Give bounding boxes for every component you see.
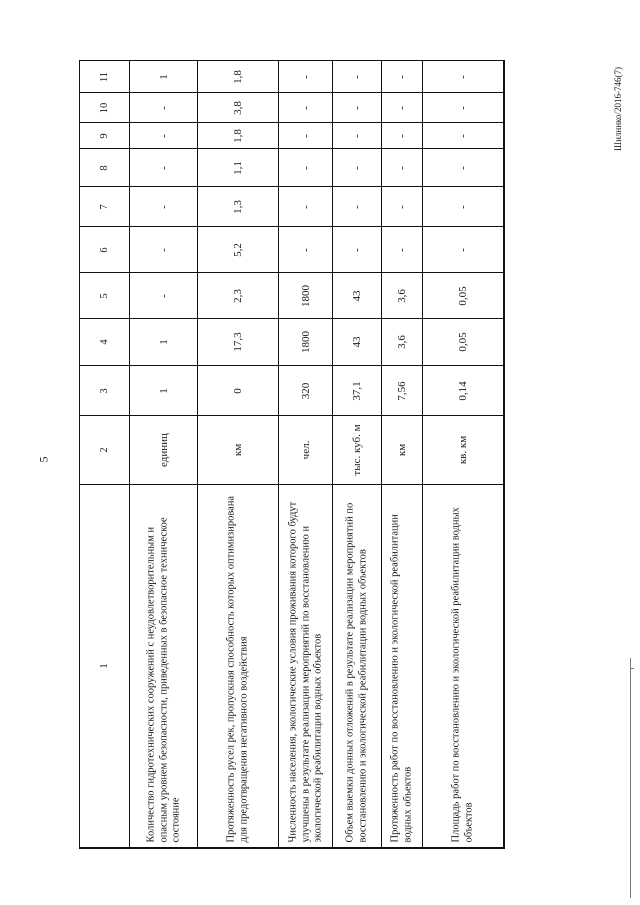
column-header — [80, 149, 130, 187]
value-cell-text: 17,3 — [232, 332, 244, 352]
value-cell — [130, 227, 198, 273]
value-cell-text: - — [299, 165, 312, 170]
document-code: Шилннко/2016-746(7) — [613, 67, 623, 151]
value-cell — [382, 273, 423, 319]
value-cell-text: - — [299, 247, 312, 252]
value-cell-text: - — [457, 204, 469, 209]
value-cell — [382, 123, 423, 149]
value-cell — [423, 366, 504, 416]
value-cell-text: 1,1 — [232, 160, 244, 175]
value-cell — [504, 123, 505, 149]
value-cell — [423, 149, 504, 187]
value-cell — [279, 366, 333, 416]
value-cell — [382, 93, 423, 123]
value-cell-text: - — [351, 105, 363, 110]
value-cell-text: - — [396, 247, 408, 252]
value-cell — [130, 273, 198, 319]
unit-cell-text: чел. — [299, 440, 312, 460]
unit-cell — [279, 416, 333, 485]
value-cell — [198, 187, 279, 227]
column-header-text: 8 — [98, 164, 110, 171]
column-header — [80, 273, 130, 319]
column-header-text: 6 — [98, 246, 110, 253]
value-cell — [423, 227, 504, 273]
value-cell-text: - — [457, 165, 469, 170]
value-cell-text: 37,1 — [351, 380, 363, 401]
indicator-cell — [279, 485, 333, 848]
value-cell — [333, 187, 382, 227]
column-header — [80, 227, 130, 273]
value-cell — [333, 93, 382, 123]
value-cell-text: 0,05 — [457, 285, 469, 306]
unit-cell-text: км — [396, 443, 408, 457]
value-cell — [198, 149, 279, 187]
value-cell-text: - — [457, 74, 469, 79]
value-cell — [382, 187, 423, 227]
value-cell-text: - — [299, 105, 312, 110]
value-cell-text: - — [396, 204, 408, 209]
column-header — [80, 187, 130, 227]
value-cell-text — [504, 71, 505, 83]
column-header-text: 3 — [98, 387, 110, 394]
value-cell-text: - — [157, 247, 170, 252]
value-cell-text: - — [457, 105, 469, 110]
value-cell-text: - — [157, 133, 170, 138]
value-cell — [130, 149, 198, 187]
value-cell — [198, 273, 279, 319]
value-cell — [382, 319, 423, 366]
value-cell — [198, 61, 279, 93]
value-cell — [198, 123, 279, 149]
value-cell — [279, 319, 333, 366]
value-cell-text: 1800 — [299, 284, 312, 307]
value-cell — [504, 227, 505, 273]
value-cell — [198, 227, 279, 273]
value-cell — [423, 93, 504, 123]
column-header-text: 11 — [98, 71, 110, 82]
value-cell-text: 1,3 — [232, 199, 244, 214]
value-cell — [279, 273, 333, 319]
value-cell — [504, 273, 505, 319]
value-cell — [130, 61, 198, 93]
value-cell-text: 5,2 — [232, 242, 244, 257]
value-cell — [333, 273, 382, 319]
value-cell-text: 320 — [299, 382, 312, 399]
value-cell — [423, 273, 504, 319]
value-cell — [504, 93, 505, 123]
indicator-cell — [504, 485, 505, 848]
indicator-cell-text: Протяженность русел рек, пропускная способность которых оптимизирована для предотвращения негативного воздействия — [225, 495, 249, 843]
value-cell — [333, 61, 382, 93]
value-cell-text: 3,8 — [232, 100, 244, 115]
value-cell — [333, 227, 382, 273]
value-cell-text: - — [351, 74, 363, 79]
value-cell-text — [504, 385, 505, 396]
value-cell-text: 1 — [157, 73, 170, 80]
indicator-cell — [333, 485, 382, 848]
value-cell-text: 0 — [232, 387, 244, 394]
column-header — [80, 123, 130, 149]
value-cell — [382, 149, 423, 187]
value-cell-text: 3,6 — [396, 335, 408, 349]
value-cell — [423, 319, 504, 366]
value-cell — [279, 61, 333, 93]
value-cell-text: - — [299, 133, 312, 138]
indicator-cell — [130, 485, 198, 848]
indicator-cell-text: Площадь работ по восстановлению и экологической реабилитации водных объектов — [450, 507, 474, 843]
value-cell-text: - — [351, 204, 363, 209]
value-cell-text: - — [157, 105, 170, 110]
value-cell-text: - — [396, 74, 408, 79]
indicator-cell — [382, 485, 423, 848]
indicator-cell-text: Протяженность работ по восстановлению и экологической реабилитации водных объектов — [389, 514, 413, 843]
value-cell — [333, 149, 382, 187]
unit-cell-text — [504, 444, 505, 456]
column-header — [80, 416, 130, 485]
unit-cell — [333, 416, 382, 485]
value-cell-text: - — [157, 204, 170, 209]
indicator-cell-text: Количество гидротехнических сооружений с неудовлетворительным и опасным уровнем безопасности, приведенных в безопасное техническое состояние — [144, 517, 181, 843]
value-cell — [198, 366, 279, 416]
indicator-cell-text — [504, 490, 505, 843]
value-cell-text: - — [351, 165, 363, 170]
value-cell-text: 1,8 — [232, 128, 244, 143]
column-header — [80, 61, 130, 93]
value-cell-text — [504, 237, 505, 262]
value-cell-text — [504, 106, 505, 110]
value-cell-text: - — [299, 204, 312, 209]
document-side-label — [613, 67, 623, 151]
value-cell-text: 3,6 — [396, 288, 408, 303]
value-cell-text: - — [396, 133, 408, 138]
value-cell — [198, 319, 279, 366]
indicator-cell-text: Численность населения, экологические условия проживания которого будут улучшены в результате реализации мероприятий по восстановлению и экологической реабилитации водных объектов — [286, 501, 323, 843]
value-cell-text: 43 — [351, 336, 363, 348]
value-cell-text: 0,14 — [457, 380, 469, 401]
column-header — [80, 93, 130, 123]
value-cell — [333, 366, 382, 416]
value-cell-text: 7,56 — [396, 380, 408, 401]
value-cell — [130, 187, 198, 227]
value-cell-text: 1,8 — [232, 69, 244, 84]
rotated-table — [79, 60, 505, 849]
value-cell — [333, 123, 382, 149]
value-cell-text: - — [299, 74, 312, 79]
value-cell-text: - — [396, 105, 408, 110]
value-cell — [504, 61, 505, 93]
value-cell — [504, 187, 505, 227]
indicator-cell — [423, 485, 504, 848]
margin-line — [630, 658, 631, 898]
value-cell — [382, 227, 423, 273]
value-cell — [423, 187, 504, 227]
unit-cell — [423, 416, 504, 485]
value-cell-text — [504, 286, 505, 305]
column-header — [80, 366, 130, 416]
unit-cell-text: единиц — [157, 433, 170, 467]
value-cell — [423, 123, 504, 149]
value-cell — [279, 227, 333, 273]
value-cell-text: - — [157, 165, 170, 170]
value-cell — [130, 366, 198, 416]
value-cell-text: 1800 — [299, 331, 312, 353]
indicator-cell — [198, 485, 279, 848]
value-cell-text: - — [351, 247, 363, 252]
unit-cell-text: кв. км — [457, 435, 469, 465]
unit-cell — [130, 416, 198, 485]
value-cell — [382, 61, 423, 93]
unit-cell-text: км — [232, 443, 244, 457]
column-header-text: 4 — [98, 339, 110, 345]
column-header-text: 10 — [98, 102, 110, 113]
column-header-text: 9 — [98, 132, 110, 139]
unit-cell-text: тыс. куб. м — [351, 424, 363, 476]
value-cell-text: 2,3 — [232, 288, 244, 303]
value-cell — [423, 61, 504, 93]
column-header-text: 2 — [98, 447, 110, 453]
value-cell-text: - — [396, 165, 408, 170]
column-header-text: 1 — [98, 663, 110, 669]
unit-cell — [504, 416, 505, 485]
value-cell-text: - — [157, 293, 170, 298]
unit-cell — [382, 416, 423, 485]
column-header — [80, 319, 130, 366]
value-cell — [279, 149, 333, 187]
value-cell — [130, 319, 198, 366]
value-cell — [504, 149, 505, 187]
value-cell — [130, 93, 198, 123]
value-cell-text: - — [457, 247, 469, 252]
value-cell-text — [504, 330, 505, 355]
value-cell — [382, 366, 423, 416]
value-cell — [198, 93, 279, 123]
column-header-text: 7 — [98, 203, 110, 210]
value-cell — [130, 123, 198, 149]
unit-cell — [198, 416, 279, 485]
column-header — [80, 485, 130, 848]
value-cell-text: 1 — [157, 339, 170, 345]
value-cell — [504, 366, 505, 416]
value-cell — [333, 319, 382, 366]
column-header-text: 5 — [98, 292, 110, 299]
value-cell-text: 0,05 — [457, 332, 469, 352]
value-cell — [504, 319, 505, 366]
value-cell-text: - — [457, 133, 469, 138]
value-cell-text — [504, 134, 505, 138]
value-cell-text: - — [351, 133, 363, 138]
value-cell — [279, 187, 333, 227]
value-cell-text — [504, 162, 505, 173]
margin-tick — [631, 668, 634, 669]
indicator-cell-text: Объем выемки донных отложений в результате реализации мероприятий по восстановлению и экологической реабилитации водных объектов — [344, 502, 368, 843]
value-cell-text: 1 — [157, 387, 170, 394]
value-cell — [279, 123, 333, 149]
value-cell-text: 43 — [351, 290, 363, 301]
page-number: 5 — [36, 456, 51, 463]
value-cell-text — [504, 201, 505, 212]
value-cell — [279, 93, 333, 123]
